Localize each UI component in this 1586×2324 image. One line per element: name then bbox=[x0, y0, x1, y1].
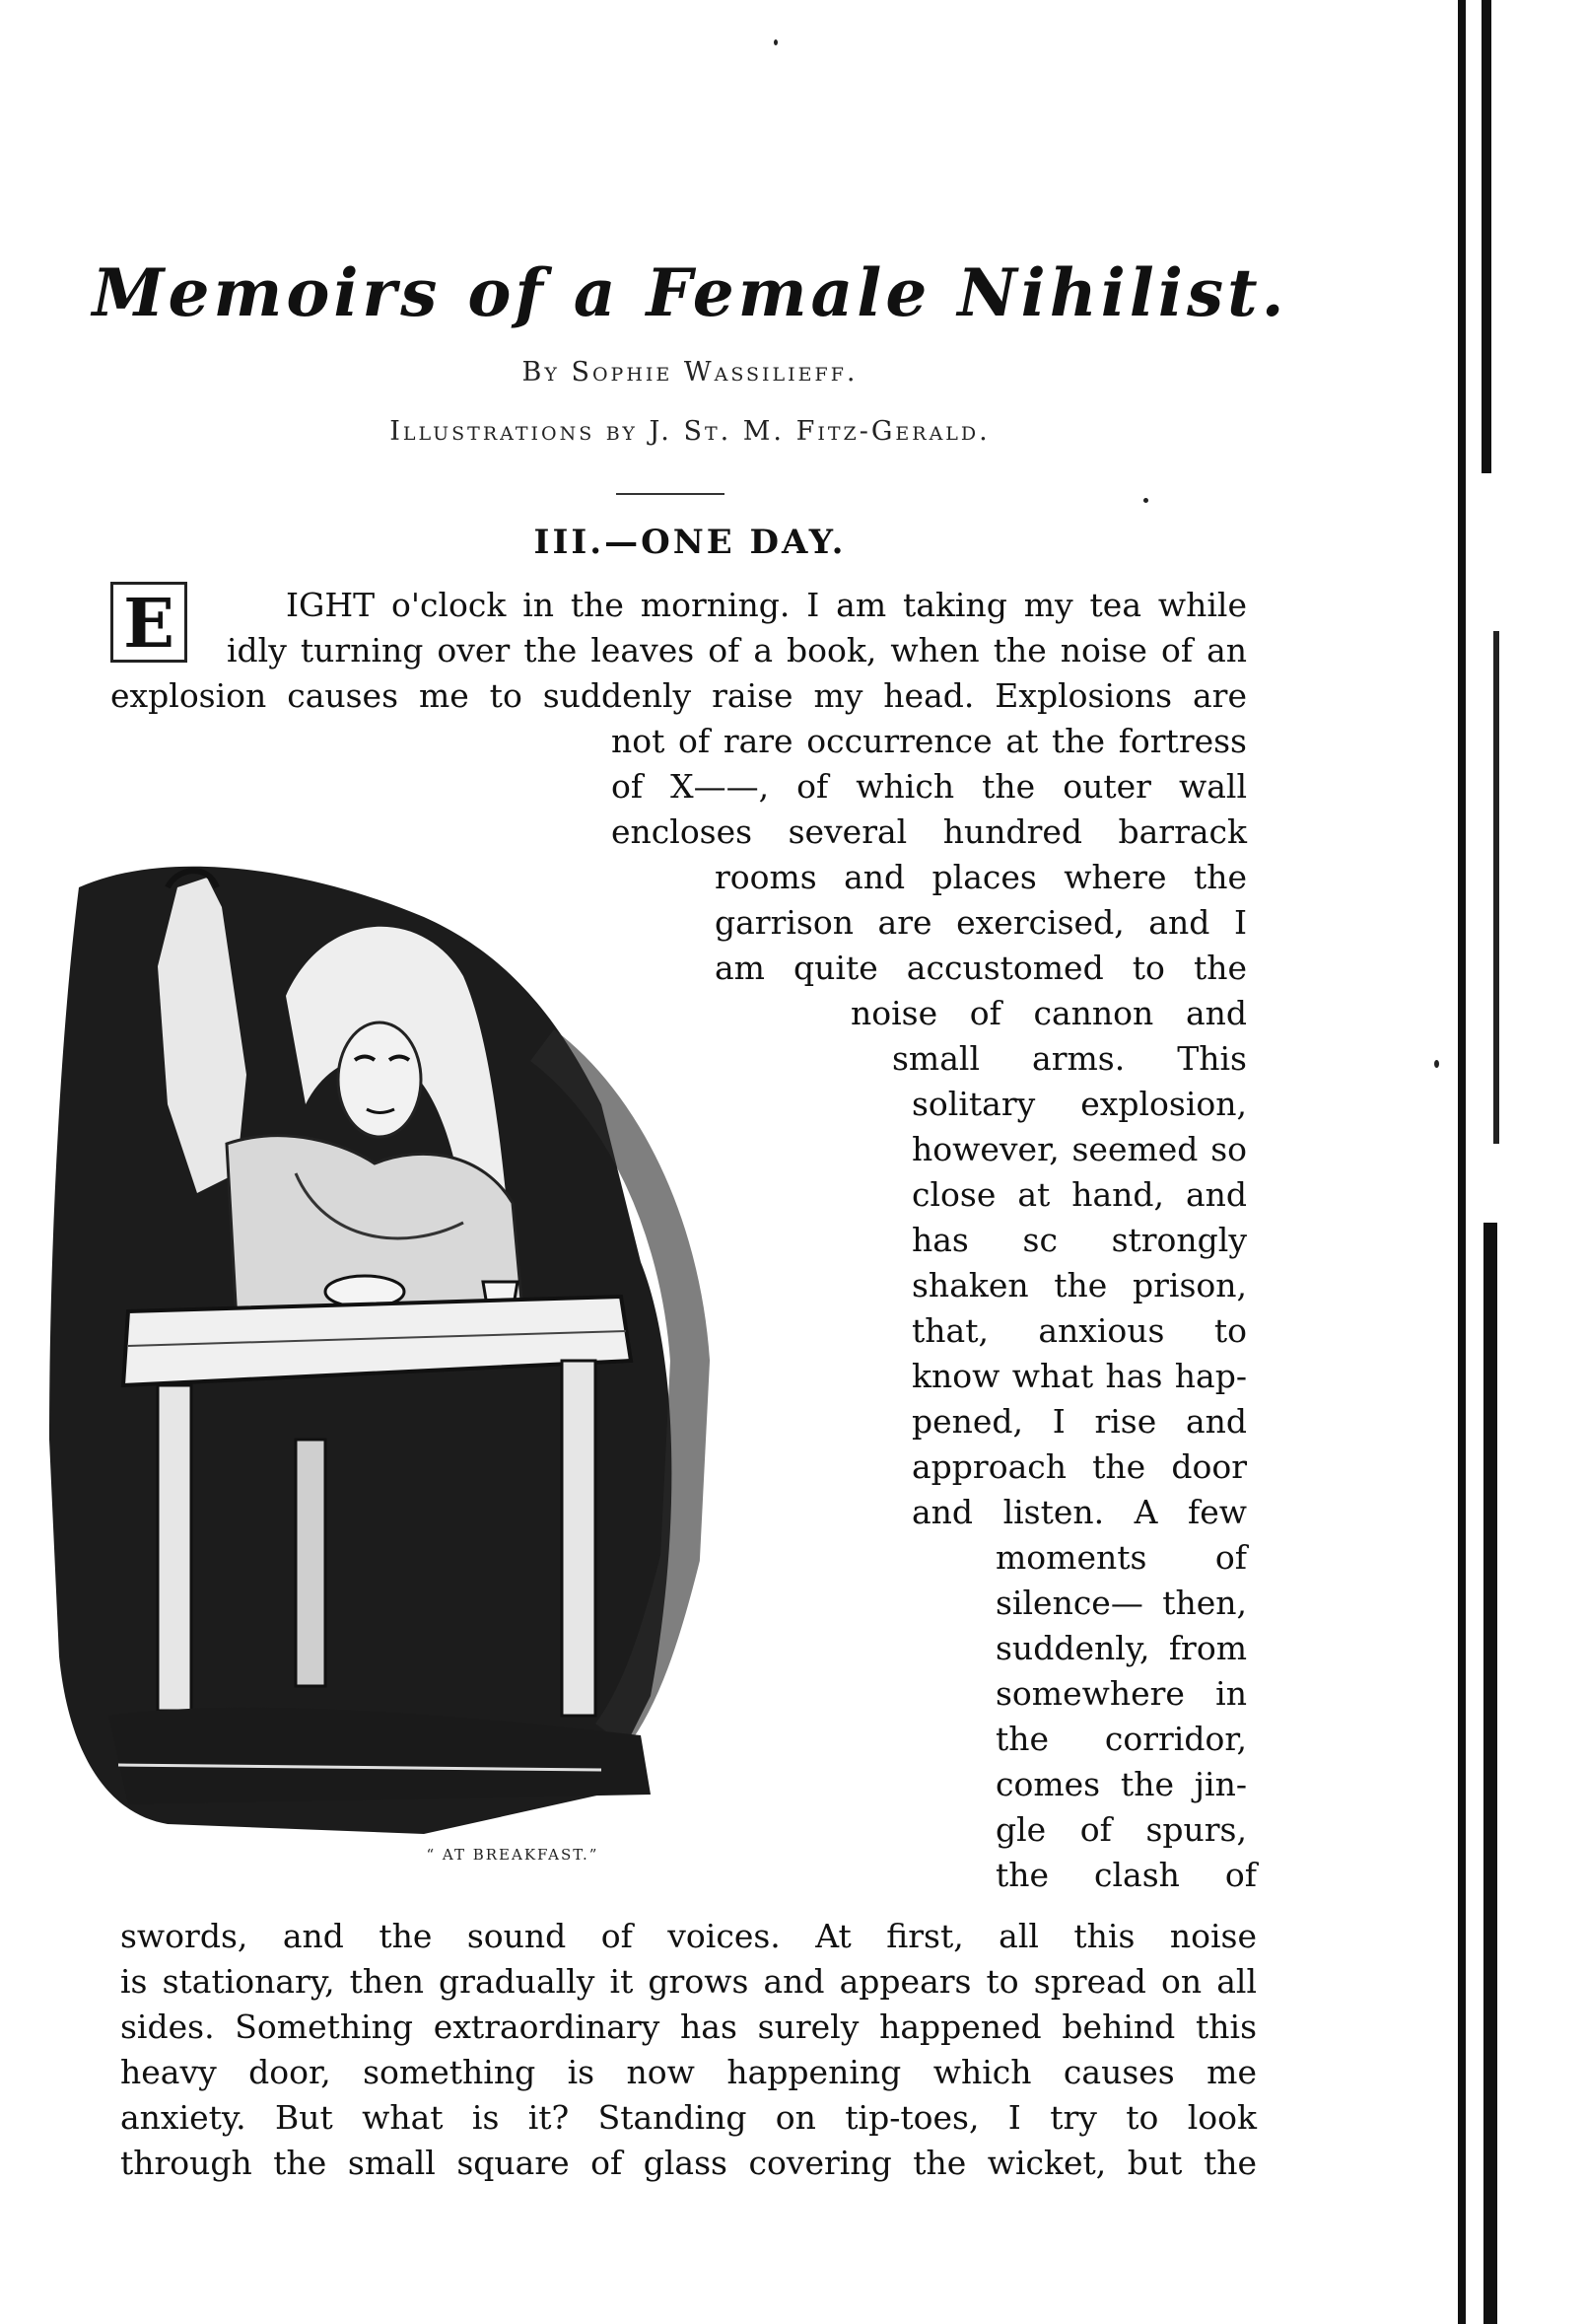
text-line: know what has hap- bbox=[912, 1357, 1247, 1395]
text-line: comes the jin- bbox=[996, 1765, 1247, 1803]
woman-at-breakfast-illustration bbox=[49, 848, 897, 1854]
text-line: swords, and the sound of voices. At first, all this noise bbox=[120, 1917, 1257, 1955]
text-line: however, seemed so bbox=[912, 1130, 1247, 1168]
section-heading: III.—ONE DAY. bbox=[533, 523, 847, 562]
ink-speck bbox=[774, 39, 778, 45]
text-line: silence— then, bbox=[996, 1584, 1247, 1622]
text-line: and listen. A few bbox=[912, 1493, 1247, 1531]
drop-cap-letter: E bbox=[123, 585, 174, 664]
text-line: suddenly, from bbox=[996, 1629, 1247, 1667]
illustrator-byline: Illustrations by J. St. M. Fitz-Gerald. bbox=[389, 416, 991, 447]
ink-speck bbox=[1143, 498, 1148, 503]
text-line: garrison are exercised, and I bbox=[715, 903, 1247, 942]
text-line: sides. Something extraordinary has surely happened behind this bbox=[120, 2007, 1257, 2046]
text-line: solitary explosion, bbox=[912, 1085, 1247, 1123]
text-line: rooms and places where the bbox=[715, 858, 1247, 896]
article-title: Memoirs of a Female Nihilist. bbox=[92, 254, 1288, 331]
text-line: shaken the prison, bbox=[912, 1266, 1247, 1304]
text-line: has sc strongly bbox=[912, 1221, 1247, 1259]
text-line: noise of cannon and bbox=[851, 994, 1247, 1032]
illustration-caption: “ AT BREAKFAST.” bbox=[426, 1846, 599, 1864]
text-line: somewhere in bbox=[996, 1674, 1247, 1713]
text-line: is stationary, then gradually it grows and appears to spread on all bbox=[120, 1962, 1257, 2001]
text-line: small arms. This bbox=[892, 1039, 1247, 1078]
text-line: that, anxious to bbox=[912, 1311, 1247, 1350]
text-line: anxiety. But what is it? Standing on tip-toes, I try to look bbox=[120, 2098, 1257, 2137]
text-line: IGHT o'clock in the morning. I am taking my tea while bbox=[286, 586, 1247, 624]
text-line: approach the door bbox=[912, 1447, 1247, 1486]
text-line: idly turning over the leaves of a book, when the noise of an bbox=[227, 631, 1247, 669]
text-line: of X——, of which the outer wall bbox=[611, 767, 1247, 806]
text-line: heavy door, something is now happening which causes me bbox=[120, 2053, 1257, 2091]
text-line: the corridor, bbox=[996, 1720, 1247, 1758]
title-rule bbox=[616, 493, 724, 495]
text-line: through the small square of glass covering the wicket, but the bbox=[120, 2144, 1257, 2182]
text-line: close at hand, and bbox=[912, 1175, 1247, 1214]
text-line: encloses several hundred barrack bbox=[611, 812, 1247, 851]
author-byline: By Sophie Wassilieff. bbox=[521, 357, 859, 387]
binding-edge bbox=[1454, 0, 1513, 2324]
text-line: am quite accustomed to the bbox=[715, 949, 1247, 987]
text-line: not of rare occurrence at the fortress bbox=[611, 722, 1247, 760]
text-line: explosion causes me to suddenly raise my head. Explosions are bbox=[110, 676, 1247, 715]
text-line: gle of spurs, bbox=[996, 1810, 1247, 1849]
drop-cap bbox=[110, 582, 187, 663]
text-line: pened, I rise and bbox=[912, 1402, 1247, 1441]
text-line: the clash of bbox=[996, 1856, 1257, 1894]
text-line: moments of bbox=[996, 1538, 1247, 1577]
ink-speck bbox=[1434, 1060, 1439, 1068]
